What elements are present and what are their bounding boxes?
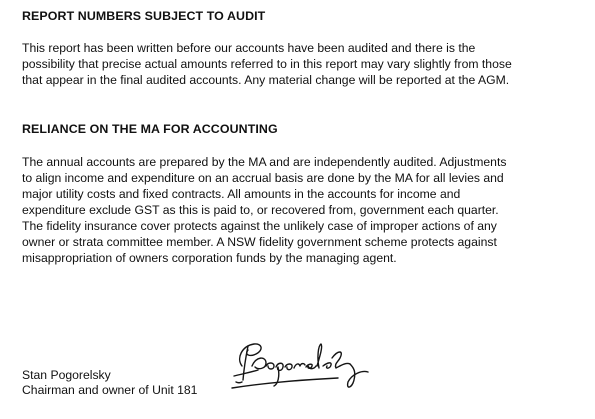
paragraph-line: The annual accounts are prepared by the MA and are independently audited. Adjustments: [22, 155, 507, 169]
paragraph-line: owner or strata committee member. A NSW fidelity government scheme protects against: [22, 235, 497, 249]
paragraph-line: misappropriation of owners corporation funds by the managing agent.: [22, 251, 397, 265]
paragraph-line: expenditure exclude GST as this is paid to, or recovered from, government each quarter.: [22, 203, 499, 217]
paragraph-line: This report has been written before our accounts have been audited and there is the: [22, 41, 476, 55]
paragraph-accounting: [22, 154, 590, 266]
paragraph-line: The fidelity insurance cover protects against the unlikely case of improper actions of any: [22, 219, 497, 233]
section-heading-accounting: RELIANCE ON THE MA FOR ACCOUNTING: [22, 122, 278, 136]
signatory-name: Stan Pogorelsky: [22, 368, 111, 382]
paragraph-audit: [22, 40, 590, 88]
section-heading-audit: REPORT NUMBERS SUBJECT TO AUDIT: [22, 9, 266, 23]
handwritten-signature: [228, 336, 388, 398]
signatory-title: Chairman and owner of Unit 181: [22, 383, 198, 397]
paragraph-line: that appear in the final audited accounts. Any material change will be reported at the AGM.: [22, 73, 510, 87]
paragraph-line: to align income and expenditure on an accrual basis are done by the MA for all levies and: [22, 171, 504, 185]
paragraph-line: possibility that precise actual amounts referred to in this report may vary slightly from those: [22, 57, 512, 71]
paragraph-line: major utility costs and fixed contracts. All amounts in the accounts for income and: [22, 187, 461, 201]
